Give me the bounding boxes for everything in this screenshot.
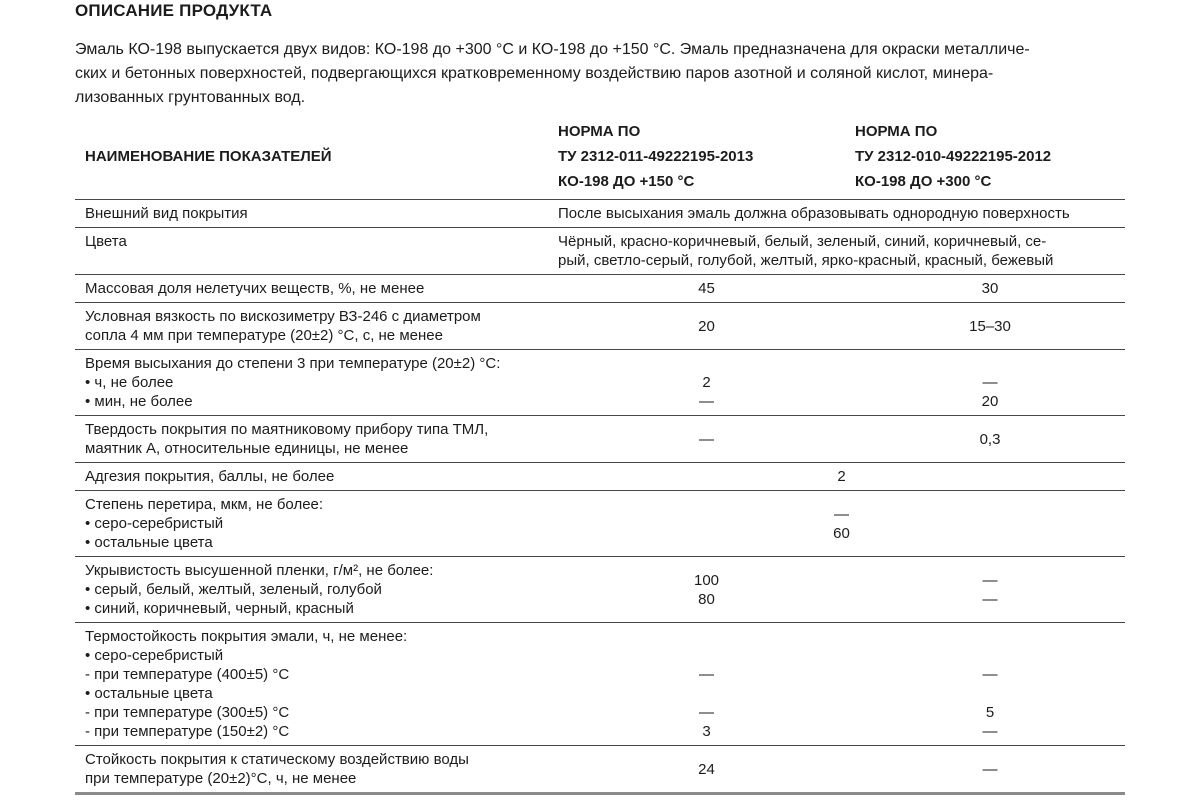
value-cell-col1 xyxy=(558,279,855,298)
value-cell-col1 xyxy=(558,420,855,458)
cell-line: при температуре (20±2)°С, ч, не менее xyxy=(85,770,357,787)
value-cell-col1 xyxy=(558,354,855,411)
row-label xyxy=(75,279,558,298)
value-cell-col2 xyxy=(855,354,1125,411)
cell-line: После высыхания эмаль должна образовывать однородную поверхность xyxy=(558,205,1070,222)
cell-line: Стойкость покрытия к статическому воздействию воды xyxy=(85,751,469,768)
intro-paragraph xyxy=(75,38,1125,110)
cell-line: • серо-серебристый xyxy=(85,515,224,532)
column-header-text: НАИМЕНОВАНИЕ ПОКАЗАТЕЛЕЙ xyxy=(85,148,332,165)
value-cell-col1 xyxy=(558,561,855,618)
cell-line: 45 xyxy=(698,280,715,297)
cell-line: • серо-серебристый xyxy=(85,647,224,664)
row-label xyxy=(75,627,558,741)
row-label xyxy=(75,495,558,552)
column-header-text: НОРМА ПО xyxy=(855,123,938,140)
table-row-water-resistance xyxy=(75,746,1125,795)
cell-line: Укрывистость высушенной пленки, г/м², не более: xyxy=(85,562,434,579)
cell-line: Твердость покрытия по маятниковому прибору типа ТМЛ, xyxy=(85,421,489,438)
column-header-text: НОРМА ПО xyxy=(558,123,641,140)
table-row-colors xyxy=(75,228,1125,275)
cell-line xyxy=(855,354,1125,373)
cell-line: — xyxy=(982,374,998,391)
cell-line: - при температуре (400±5) °С xyxy=(85,666,290,683)
column-header-indicator-names xyxy=(75,119,558,194)
table-header xyxy=(75,116,1125,200)
cell-line: Термостойкость покрытия эмали, ч, не менее: xyxy=(85,628,408,645)
column-header-norm-300 xyxy=(855,119,1125,194)
intro-line: ских и бетонных поверхностей, подвергающихся кратковременному воздействию паров азотной и соляной кислот, минера- xyxy=(75,65,994,82)
column-header-text: КО-198 ДО +300 °С xyxy=(855,173,992,190)
cell-line: — xyxy=(982,590,998,608)
cell-line: 60 xyxy=(833,524,850,542)
cell-line: - при температуре (300±5) °С xyxy=(85,704,290,721)
cell-line: Цвета xyxy=(85,233,127,250)
cell-line: • синий, коричневый, черный, красный xyxy=(85,600,354,617)
row-label xyxy=(75,204,558,223)
cell-line: 2 xyxy=(702,374,711,391)
cell-line: — xyxy=(982,571,998,589)
cell-line: — xyxy=(982,760,998,778)
cell-line: Массовая доля нелетучих веществ, %, не менее xyxy=(85,280,425,297)
cell-line: Степень перетира, мкм, не более: xyxy=(85,496,324,513)
cell-line: — xyxy=(699,666,714,683)
value-cell-span xyxy=(558,204,1125,223)
cell-line: 15–30 xyxy=(969,317,1011,335)
cell-line xyxy=(558,646,855,665)
row-label xyxy=(75,307,558,345)
cell-line: Условная вязкость по вискозиметру ВЗ-246 с диаметром xyxy=(85,308,481,325)
cell-line: 3 xyxy=(702,723,711,740)
value-cell-col2 xyxy=(855,627,1125,741)
table-row-appearance xyxy=(75,200,1125,228)
cell-line: • остальные цвета xyxy=(85,534,213,551)
table-row-adhesion xyxy=(75,463,1125,491)
cell-line: 0,3 xyxy=(979,430,1001,448)
cell-line xyxy=(855,646,1125,665)
value-cell-col2 xyxy=(855,750,1125,788)
column-header-norm-150 xyxy=(558,119,855,194)
value-cell-span xyxy=(558,232,1125,270)
value-cell-col1 xyxy=(558,627,855,741)
cell-line: 24 xyxy=(698,760,715,778)
value-cell-col1 xyxy=(558,750,855,788)
column-header-text: ТУ 2312-011-49222195-2013 xyxy=(558,148,754,165)
value-cell-span xyxy=(558,495,1125,552)
cell-line: • остальные цвета xyxy=(85,685,213,702)
cell-line: • мин, не более xyxy=(85,393,193,410)
cell-line: — xyxy=(982,666,998,683)
column-header-text: ТУ 2312-010-49222195-2012 xyxy=(855,148,1052,165)
cell-line: сопла 4 мм при температуре (20±2) °С, с, не менее xyxy=(85,327,443,344)
cell-line: Внешний вид покрытия xyxy=(85,205,248,222)
cell-line: Чёрный, красно-коричневый, белый, зеленый, синий, коричневый, се- xyxy=(558,233,1047,250)
cell-line: рый, светло-серый, голубой, желтый, ярко-красный, красный, бежевый xyxy=(558,252,1054,269)
cell-line xyxy=(558,354,855,373)
value-cell-col2 xyxy=(855,279,1125,298)
value-cell-col2 xyxy=(855,420,1125,458)
table-row-heat-resistance xyxy=(75,623,1125,746)
table-row-hardness xyxy=(75,416,1125,463)
spec-table xyxy=(75,116,1125,795)
value-cell-col1 xyxy=(558,307,855,345)
intro-line: Эмаль КО-198 выпускается двух видов: КО-198 до +300 °С и КО-198 до +150 °С. Эмаль предназначена для окраски металличе- xyxy=(75,41,1030,58)
cell-line: — xyxy=(699,704,714,721)
value-cell-col2 xyxy=(855,307,1125,345)
row-label xyxy=(75,750,558,788)
cell-line: 100 xyxy=(693,571,720,589)
cell-line: маятник А, относительные единицы, не менее xyxy=(85,440,409,457)
cell-line: Время высыхания до степени 3 при температуре (20±2) °С: xyxy=(85,355,501,372)
cell-line: 80 xyxy=(698,590,715,608)
table-row-drying-time xyxy=(75,350,1125,416)
row-label xyxy=(75,420,558,458)
cell-line: 20 xyxy=(698,317,715,335)
cell-line: — xyxy=(699,393,714,410)
table-row-grinding-fineness xyxy=(75,491,1125,557)
cell-line: 5 xyxy=(985,704,995,721)
cell-line: - при температуре (150±2) °С xyxy=(85,723,290,740)
page-title: ОПИСАНИЕ ПРОДУКТА xyxy=(75,1,273,20)
cell-line xyxy=(558,627,855,646)
cell-line: — xyxy=(834,505,849,523)
intro-line: лизованных грунтованных вод. xyxy=(75,89,306,106)
row-label xyxy=(75,354,558,411)
cell-line xyxy=(558,684,855,703)
cell-line: 20 xyxy=(981,393,999,410)
cell-line xyxy=(855,627,1125,646)
row-label xyxy=(75,467,558,486)
table-row-hiding-power xyxy=(75,557,1125,623)
value-cell-col2 xyxy=(855,561,1125,618)
cell-line: — xyxy=(699,430,714,448)
cell-line: • ч, не более xyxy=(85,374,174,391)
cell-line: Адгезия покрытия, баллы, не более xyxy=(85,468,335,485)
table-row-viscosity xyxy=(75,303,1125,350)
column-header-text: КО-198 ДО +150 °С xyxy=(558,173,695,190)
cell-line: — xyxy=(982,723,998,740)
cell-line: 2 xyxy=(837,468,846,485)
cell-line: 30 xyxy=(981,280,999,297)
row-label xyxy=(75,561,558,618)
value-cell-span xyxy=(558,467,1125,486)
spec-table-body xyxy=(75,200,1125,795)
cell-line: • серый, белый, желтый, зеленый, голубой xyxy=(85,581,382,598)
row-label xyxy=(75,232,558,270)
cell-line xyxy=(855,684,1125,703)
table-row-nonvolatile-mass-fraction xyxy=(75,275,1125,303)
